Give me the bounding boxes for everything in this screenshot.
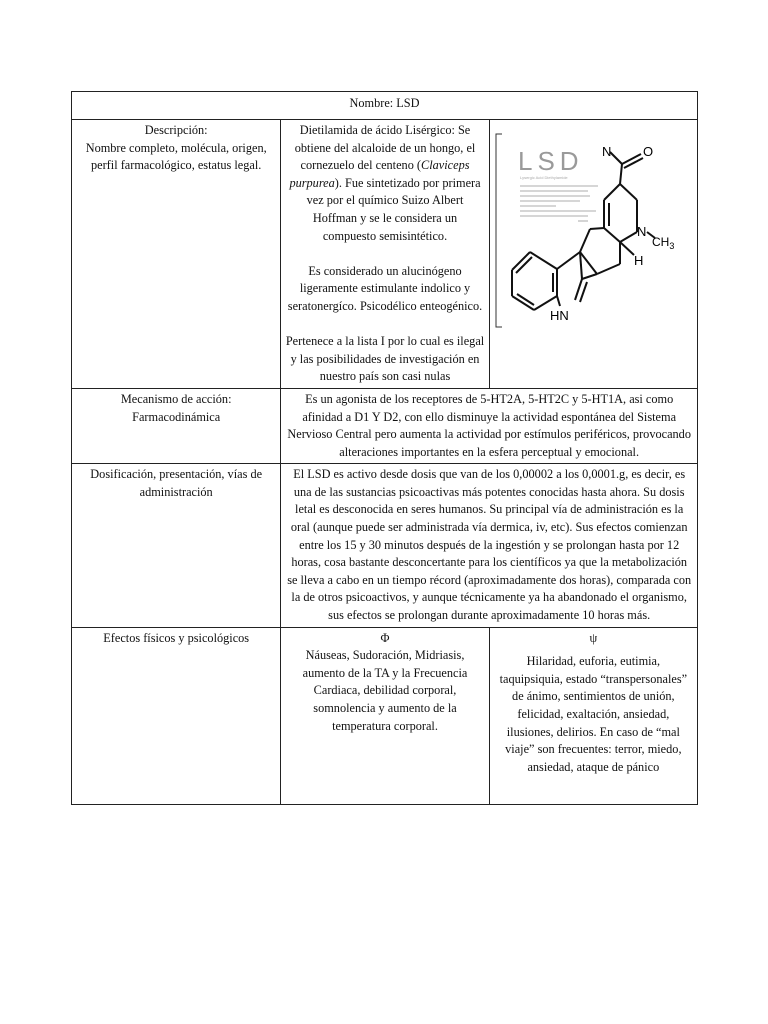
description-paragraph-3: Pertenece a la lista I por lo cual es ilegal y las posibilidades de investigación en nuestro país son casi nulas (285, 334, 485, 384)
dosage-text: El LSD es activo desde dosis que van de los 0,00002 a los 0,0001.g, es decir, es una de las sustancias psicoactivas más potentes conocidas hasta ahora. Su dosis letal es desconocida en seres humanos. Su principal vía de administración es la oral (aunque puede ser administrada vía dermica, iv, etc). Sus efectos comienzan entre los 15 y 30 minutos después de la ingestión y se prolongan hasta por 12 horas, cosa bastante desconcertante para los científicos ya que la metabolización se lleva a cabo en un tiempo récord (aproximadamente dos horas), comparada con la de otros psicoactivos, y aunque técnicamente ya ha abandonado el organismo, sus efectos se prolongan durante aproximadamente 10 horas más. (281, 464, 698, 627)
molecule-cell (489, 120, 697, 389)
description-text-cell (281, 120, 489, 389)
left-bracket (496, 134, 502, 327)
description-p1-text-b: ). Fue sintetizado por primera vez por el químico Suizo Albert Hoffman y se le considera un compuesto semisintético. (306, 175, 481, 243)
phi-symbol: Φ (380, 630, 390, 645)
oxygen-label: O (642, 144, 653, 159)
lsd-molecule-diagram (492, 124, 692, 334)
psych-effects-cell (489, 627, 697, 804)
physical-effects-cell (281, 627, 489, 804)
hydrogen-label: H (633, 253, 644, 268)
amide-nitrogen-label: N (601, 144, 612, 159)
title-row (72, 92, 698, 120)
ring-nitrogen-label: N (636, 224, 647, 239)
drug-name-title: Nombre: LSD (72, 92, 698, 120)
psych-effects-text: Hilaridad, euforia, eutimia, taquipsiquia, estado “transpersonales” de ánimo, sentimientos de unión, felicidad, exaltación, ansiedad, ilusiones, delirios. En caso de “mal viaje” son frecuentes: terror, miedo, ansiedad, ataque de pánico (499, 654, 688, 774)
indole-nh-label: HN (549, 308, 569, 323)
species-name: Claviceps purpurea (289, 158, 470, 190)
drug-info-table (71, 91, 698, 805)
description-row (72, 120, 698, 389)
mechanism-label: Mecanismo de acción: Farmacodinámica (72, 388, 281, 463)
faint-info-lines (520, 186, 598, 221)
logo-subtitle: Lysergic Acid Diethylamide (519, 175, 568, 180)
psi-symbol: ψ (589, 630, 598, 645)
effects-label: Efectos físicos y psicológicos (72, 627, 281, 804)
physical-effects-text: Náuseas, Sudoración, Midriasis, aumento de la TA y la Frecuencia Cardiaca, debilidad corporal, somnolencia y aumento de la temperatura corporal. (302, 648, 468, 733)
description-label: Descripción: Nombre completo, molécula, origen, perfil farmacológico, estatus legal. (85, 123, 267, 173)
description-p1-text-a: Dietilamida de ácido Lisérgico: Se obtiene del alcaloide de un hongo, el cornezuelo del centeno ( (294, 123, 476, 173)
description-label-cell (72, 120, 281, 389)
dosage-row (72, 464, 698, 627)
mechanism-text: Es un agonista de los receptores de 5-HT2A, 5-HT2C y 5-HT1A, asi como afinidad a D1 Y D2, con ello disminuye la actividad espontánea del Sistema Nervioso Central pero aumenta la actividad por estímulos periféricos, provocando alteraciones importantes en la esfera perceptual y emocional. (281, 388, 698, 463)
methyl-label: $CH_3$ (651, 235, 675, 251)
description-paragraph-2: Es considerado un alucinógeno ligeramente estimulante indolico y seratonergíco. Psicodélico enteogénico. (287, 263, 483, 313)
description-paragraph-1 (285, 122, 484, 245)
effects-row (72, 627, 698, 804)
mechanism-row (72, 388, 698, 463)
logo-title: LSD (517, 146, 584, 176)
dosage-label: Dosificación, presentación, vías de administración (72, 464, 281, 627)
